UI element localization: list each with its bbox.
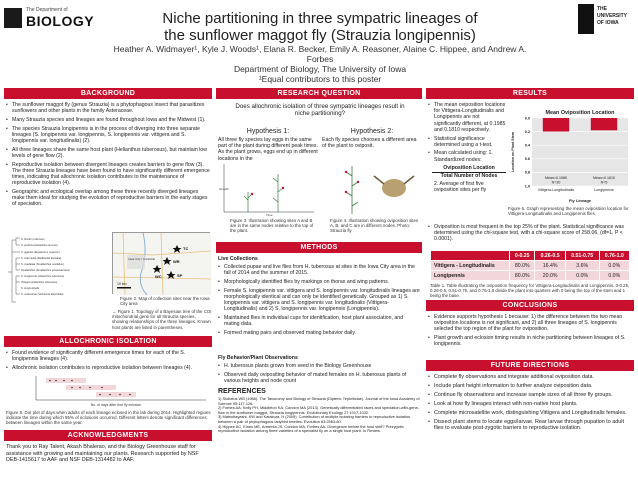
y-tick-label: 0.0 bbox=[524, 116, 530, 121]
list-item: • Geographic and ecological overlap among these three recently diverged lineages make them ideal for studying the evolution of reproductive barriers in the early stages of speciation. bbox=[6, 189, 211, 208]
background-list bbox=[6, 102, 211, 210]
methods-list bbox=[218, 264, 420, 339]
map-site-label: TC bbox=[183, 246, 189, 251]
time-axis-label: Time bbox=[266, 213, 273, 216]
table-cell: Longipennis bbox=[431, 271, 510, 281]
reference-item: 4) Hippee AC, Elnes ME, Armenta JS, Condon MA, Forbes AA. Divergence before the host shift? Prezygotic reproductive isolation among three varieties of a specialist fly on a single host plant. In Review. bbox=[218, 423, 404, 434]
bar-value-label: N=5 bbox=[600, 180, 608, 185]
list-item: • Formed mating pairs and observed mating behavior daily. bbox=[218, 330, 420, 336]
oviposition-table bbox=[430, 250, 630, 281]
list-item: • Look at how fly lineages interact with non-native host plants. bbox=[428, 401, 633, 407]
eclosion-dot-plot bbox=[6, 372, 211, 408]
table-header: 0.26-0.5 bbox=[535, 251, 565, 261]
research-question-text: Does allochronic isolation of three sympatric lineages result in niche partitioning? bbox=[235, 103, 405, 118]
table-cell: 0.0% bbox=[565, 271, 599, 281]
table-cell: 0.0% bbox=[599, 271, 629, 281]
figure-1-caption: → Figure 1. Topology of a Bayesian tree of the COI mitochondrial gene for all Strauzia species, showing relationships of the three lineages. Known host plants are listed in parentheses. bbox=[112, 309, 212, 330]
hypothesis-2-title: Hypothesis 2: bbox=[350, 128, 394, 135]
list-item: • Evidence supports hypothesis 1 because: 1) the difference between the two mean oviposition locations is not significant, and 2) all three lineages of S. longipennis selected the top region of the plant for oviposition. bbox=[428, 314, 633, 333]
figure-4-illustration bbox=[322, 162, 422, 216]
figure-5-caption: Figure 5. Dot plot of days when adults of each lineage eclosed in the lab during 2014. Highlighted regions indicate the time during which 95% of eclosions occurred. Different letters denote significant differences between lineages within the same year. bbox=[6, 410, 211, 426]
list-item: • Allochronic isolation contributes to reproductive isolation between lineages (4). bbox=[6, 365, 211, 371]
map-site-label: WC bbox=[155, 274, 162, 279]
tree-label: S. bicolor (unknown) bbox=[21, 238, 45, 241]
reference-item: 3) Matsubayashi, KW and Katakura, H (2009). Contribution of multiple isolating barriers to reproductive isolation between a pair of phytophagous ladybird beetles. Evolution 63:2563-80. bbox=[218, 414, 411, 424]
list-item: • Many Strauzia species and lineages are found throughout Iowa and the Midwest (1). bbox=[6, 117, 211, 123]
table-cell: 20.0% bbox=[535, 271, 565, 281]
list-item: • Dissect plant stems to locate eggs/larvae. Rear larvae through pupation to adult flies to evaluate post-zygotic barriers to reproductive isolation. bbox=[428, 419, 633, 432]
bar-value-label: Mean=0.1810 bbox=[592, 176, 616, 180]
list-item: • Mean calculated using: 1. Standardized nodes: bbox=[428, 150, 506, 162]
table-cell: Vittigera - Longitudinalis bbox=[431, 261, 510, 271]
tree-label: S. intermedia (Rudbeckia laciniata) bbox=[21, 257, 62, 260]
list-item: • Collected pupae and live flies from H. tuberosus at sites in the Iowa City area in the fall of 2014 and the summer of 2015. bbox=[218, 264, 420, 276]
methods-heading: METHODS bbox=[216, 242, 422, 253]
list-item: • Plant growth and eclosion timing results in niche partitioning between lineages of S. longipennis. bbox=[428, 335, 633, 347]
phylogeny-tree bbox=[6, 236, 110, 308]
list-item: • Maintained flies in individual cups for identification, host plant association, and mating data. bbox=[218, 315, 420, 327]
reference-item: 1) Stoltzfus WB (1988). The Taxonomy and Biology of Strauzia (Diptera: Tephritidae). Journal of the Iowa Academy of Science 95:117-126. bbox=[218, 396, 420, 406]
table-1-caption: Table 1. Table illustrating the oviposition frequency for Vittigera-Longitudinalis and Longipennis. 0-0.25, 0.26-0.5, 0.51-0.75, and 0.76-1.0 divide the plant into quarters with 0 being the top of the stem and 1 being the base. bbox=[430, 283, 630, 299]
live-collections-heading: Live Collections bbox=[218, 256, 258, 262]
tree-label: S. longipennis (Helianthus tuberosus) bbox=[21, 275, 65, 278]
figure-4-caption: Figure 4. Illustration showing oviposition sites A, B, and C are in different nodes. Photo: Strauzia fly bbox=[330, 218, 419, 234]
table-cell: 80.0% bbox=[510, 261, 535, 271]
map-city-label: Iowa City / Coralville bbox=[128, 257, 156, 261]
table-header: 0.76-1.0 bbox=[599, 251, 629, 261]
future-directions-list bbox=[428, 374, 633, 434]
table-cell: 0.0% bbox=[599, 261, 629, 271]
fly-behavior-heading: Fly Behavior/Plant Observations bbox=[218, 355, 298, 361]
bar-value-label: Mean=0.1985 bbox=[544, 176, 568, 180]
map-site-label: WR bbox=[173, 259, 180, 264]
collection-map bbox=[112, 232, 210, 294]
hypothesis-2-text: Each fly species chooses a different area of the plant to oviposit. bbox=[322, 137, 417, 150]
tree-label: S. uvedaliae (Smallanthus uvedalius) bbox=[21, 263, 64, 266]
bar-chart-svg bbox=[508, 106, 634, 206]
list-item: • The species Strauzia longipennis is in the process of diverging into three separate lineages (S. longipennis var. longipennis, S. longipennis var. vittigera and S. longipennis var. longitudinalis) (2). bbox=[6, 126, 211, 145]
figure-6-caption: Figure 6. Graph representing the mean oviposition location for Vittigera-Longitudinalis and Longipennis flies. bbox=[508, 206, 629, 217]
table-cell: 3.6% bbox=[565, 261, 599, 271]
y-tick-label: 0.2 bbox=[524, 129, 530, 134]
bar-value-label: N=30 bbox=[551, 180, 561, 185]
oviposition-bar-chart bbox=[508, 106, 634, 206]
formula-denominator: Total Number of Nodes bbox=[432, 172, 506, 179]
tree-label: S. verbesinae (Verbesina alternifolia) bbox=[21, 293, 64, 296]
results-list bbox=[428, 102, 506, 193]
allochronic-heading: ALLOCHRONIC ISOLATION bbox=[4, 336, 212, 347]
list-item: • Complete microsatellite work, distinguishing Vittigera and Longitudinalis females. bbox=[428, 410, 633, 416]
list-item: • H. tuberosus plants grown from seed in the Biology Greenhouse bbox=[218, 363, 420, 369]
chart-title: Mean Oviposition Location bbox=[545, 110, 615, 116]
table-cell: 80.0% bbox=[510, 271, 535, 281]
reference-item: 2) Forbes AA, Kelly PH, Middleton KA, Condon MA (2013). Genetically differentiated races and speciation-with-gene-flow in the sunflower maggot, Strauzia longipennis. Evolutionary Ecology 27:1017-1032. bbox=[218, 405, 420, 415]
figure-3-illustration bbox=[218, 162, 318, 216]
formula-numerator: Oviposition Location bbox=[443, 165, 495, 172]
acknowledgments-text: Thank you to Ray Talent, Akash Bhalerao, and the Biology Greenhouse staff for assistance with growing and maintaining our plants. Research supported by NSF DEB-1415617 to AAF and NSF DEB-1314482 to AAF. bbox=[6, 444, 199, 464]
results-list-2 bbox=[428, 224, 633, 245]
phylogeny-figure bbox=[6, 236, 110, 308]
y-tick-label: 1.0 bbox=[524, 184, 530, 189]
allochronic-list bbox=[6, 350, 211, 374]
list-item: • Found evidence of significantly different emergence times for each of the S. longipennis lineages (4). bbox=[6, 350, 211, 362]
poster-header bbox=[0, 0, 638, 84]
behavior-list bbox=[218, 363, 420, 387]
y-axis-label: Location on Plant Stem bbox=[511, 132, 515, 172]
growth-axis-label: Growth bbox=[219, 187, 229, 191]
university-logo: THE UNIVERSITY OF IOWA bbox=[578, 4, 634, 40]
conclusions-list bbox=[428, 314, 633, 350]
biology-label: BIOLOGY bbox=[26, 13, 95, 29]
research-question-heading: RESEARCH QUESTION bbox=[216, 88, 422, 99]
x-category-label: Vittigera-Longitudinalis bbox=[537, 188, 575, 192]
bar bbox=[543, 118, 569, 131]
table-row bbox=[431, 271, 630, 281]
x-category-label: Longipennis bbox=[594, 188, 614, 192]
x-axis-label: Fly Lineage bbox=[568, 198, 592, 203]
map-scale-label: 10 km bbox=[117, 282, 127, 286]
list-item: 2. Average of first five oviposition sites per fly bbox=[434, 180, 487, 193]
table-cell: 16.4% bbox=[535, 261, 565, 271]
list-item: • Statistical significance determined using a t-test. bbox=[428, 136, 506, 148]
figure-2-caption: Figure 2. Map of collection sites near the Iowa City area bbox=[120, 296, 210, 307]
iowa-shape-icon bbox=[578, 4, 594, 34]
hypothesis-1-text: All three fly species lay eggs in the same part of the plant during different peak times. As the plant grows, eggs end up in different locations in the bbox=[218, 137, 318, 162]
biology-logo bbox=[4, 6, 114, 32]
dept-label: The Department of bbox=[26, 7, 68, 13]
table-header bbox=[431, 251, 510, 261]
list-item: • The mean oviposition locations for Vittigera-Longitudinalis and Longipennis are not significantly different, at 0.1985 and 0.1810 respectively. bbox=[428, 102, 506, 133]
acknowledgments-heading: ACKNOWLEDGMENTS bbox=[4, 430, 212, 441]
table-header: 0-0.25 bbox=[510, 251, 535, 261]
list-item: • Complete fly observations and integrate additional oviposition data. bbox=[428, 374, 633, 380]
background-heading: BACKGROUND bbox=[4, 88, 212, 99]
list-item: • Female S. longipennis var. vittigera and S. longipennis var. longitudinalis lineages are morphologically identical and can only be identified genetically. Grouped as 1) S. longipennis var. vittigera and S. longipennis var. longitudinalis (Vittigera-Longitudinalis) and 2) S. longipennis var. longipennis (Longipennis). bbox=[218, 288, 420, 313]
list-item: • All three lineages share the same host plant (Helianthus tuberosus), but maintain low levels of gene flow (2). bbox=[6, 147, 211, 159]
future-directions-heading: FUTURE DIRECTIONS bbox=[426, 360, 634, 371]
figure-3-caption: Figure 3. Illustration showing sites A and B are in the same nodes relative to the top of the plant. bbox=[230, 218, 314, 234]
table-header-row bbox=[431, 251, 630, 261]
references-heading: REFERENCES bbox=[218, 388, 266, 395]
list-item: • Continue fly observations and increase sample sizes of all three fly groups. bbox=[428, 392, 633, 398]
tree-label: S. gigantei (Eupatorium rugosum) bbox=[21, 251, 60, 254]
results-heading: RESULTS bbox=[426, 88, 634, 99]
list-item: • Reproductive isolation between divergent lineages creates barriers to gene flow (3). The three Strauzia lineages have been found to have significantly different emergence times, indicating that allochronic isolation contributes to the maintenance of reproductive isolation (4). bbox=[6, 162, 211, 187]
table-row bbox=[431, 261, 630, 271]
tree-label: Vittigera (Helianthus tuberosus) bbox=[21, 281, 58, 284]
list-item: • Observed daily ovipositing behavior of mated females on H. tuberosus plants of various heights and node count bbox=[218, 372, 420, 384]
hypothesis-1-title: Hypothesis 1: bbox=[246, 128, 290, 135]
poster-title: Niche partitioning in three sympatric lineages of the sunflower maggot fly (Strauzia longipennis) bbox=[162, 10, 478, 44]
authors-block: Heather A. Widmayer¹, Kyle J. Woods¹, Elana R. Becker, Emily A. Reasoner, Alaine C. Hippee, and Andrew A. Forbes Department of Biology, The University of Iowa ¹Equal contributors to this poster bbox=[113, 44, 527, 84]
dot-plot-x-label: No. of days after first fly eclosion bbox=[90, 403, 142, 407]
list-item: • The sunflower maggot fly (genus Strauzia) is a phytophagous insect that parasitizes sunflowers and other plants in the family Asteraceae. bbox=[6, 102, 211, 114]
tree-label: S. longitudinalis bbox=[21, 287, 40, 290]
tree-label: Smallanthus (Smallanthus grosseserratus) bbox=[21, 269, 70, 272]
list-item: • Include plant height information to further analyze oviposition data. bbox=[428, 383, 633, 389]
shield-icon bbox=[4, 8, 22, 28]
map-site-label: SP bbox=[177, 273, 183, 278]
y-tick-label: 0.8 bbox=[524, 170, 530, 175]
y-tick-label: 0.4 bbox=[524, 143, 530, 148]
table-header: 0.51-0.75 bbox=[565, 251, 599, 261]
bar bbox=[591, 118, 617, 130]
conclusions-heading: CONCLUSIONS bbox=[426, 300, 634, 311]
list-item: • Morphologically identified flies by markings on thorax and wing patterns. bbox=[218, 279, 420, 285]
references-list bbox=[218, 397, 420, 434]
list-item: • Oviposition is most frequent in the top 25% of the plant. Statistical significance was determined using the chi-square test, with a chi-square score of 258.06, (df=1, P < 0.0001). bbox=[428, 224, 633, 243]
tree-label: S. perfecta (Helianthus annuus) bbox=[21, 244, 58, 247]
y-tick-label: 0.6 bbox=[524, 157, 530, 162]
